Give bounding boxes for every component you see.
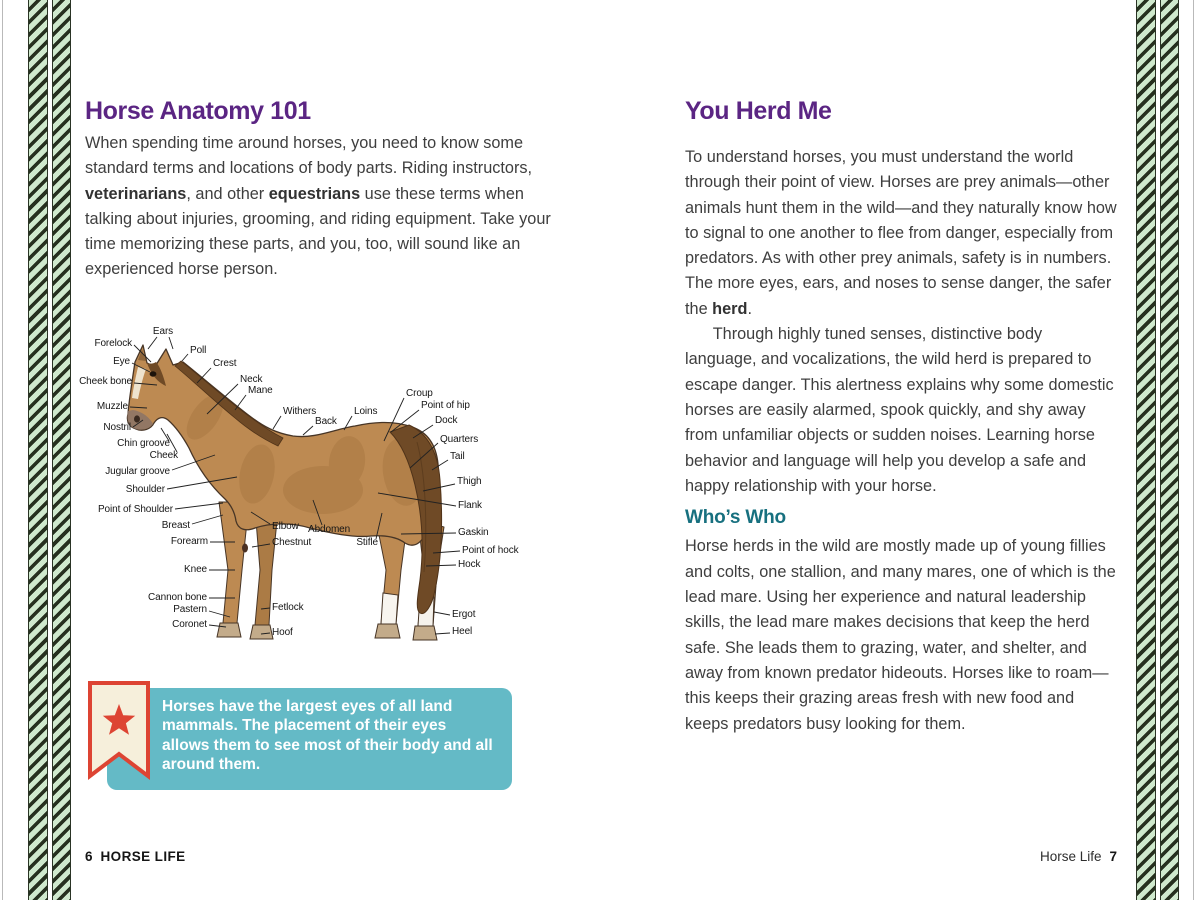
leader-line [435, 633, 450, 634]
diagram-label-knee: Knee [184, 564, 207, 575]
leader-line [434, 612, 450, 615]
diagram-label-cannon-bone: Cannon bone [148, 592, 207, 603]
rope-border-left-outer [28, 0, 48, 900]
diagram-label-eye: Eye [113, 356, 130, 367]
diagram-label-loins: Loins [354, 406, 378, 417]
diagram-label-poll: Poll [190, 345, 207, 356]
diagram-label-back: Back [315, 416, 337, 427]
diagram-label-point-of-shoulder: Point of Shoulder [97, 504, 173, 515]
intro-paragraph: When spending time around horses, you need to know some standard terms and locations of body parts. Riding instructors, veterinarians, and other equestrians use these terms when talking about injuries, grooming, and riding equipment. Take your time memorizing these parts, and you, too, will sound like an experienced horse person. [85, 134, 551, 279]
diagram-label-tail: Tail [450, 451, 465, 462]
leader-line [169, 337, 173, 349]
diagram-label-ears: Ears [152, 326, 174, 337]
diagram-label-jugular-groove: Jugular groove [105, 466, 170, 477]
diagram-label-point-of-hip: Point of hip [421, 400, 470, 411]
diagram-label-cheek: Cheek [149, 450, 178, 461]
diagram-label-forearm: Forearm [170, 536, 208, 547]
horse-near-hind-sock [381, 593, 398, 624]
leader-line [303, 426, 313, 435]
footer-left [85, 849, 186, 864]
diagram-label-mane: Mane [248, 385, 273, 396]
diagram-label-withers: Withers [283, 406, 317, 417]
diagram-label-point-of-hock: Point of hock [462, 545, 519, 556]
diagram-label-hoof: Hoof [272, 627, 293, 638]
horse-near-hind-hoof [375, 624, 400, 638]
horse-anatomy-diagram [79, 322, 525, 667]
horse-chestnut-spot [242, 544, 248, 553]
diagram-label-forelock: Forelock [94, 338, 132, 349]
diagram-label-cheek-bone: Cheek bone [79, 376, 132, 387]
fact-callout-text: Horses have the largest eyes of all land mammals. The placement of their eyes allows them to see most of their body and all around them. [162, 698, 493, 773]
horse-far-hind-hoof [413, 626, 437, 640]
bookmark-star-icon [88, 681, 150, 781]
page-title-left: Horse Anatomy 101 [85, 97, 311, 125]
horse-near-front-hoof [217, 623, 241, 637]
page-edge-left [2, 0, 3, 900]
diagram-label-croup: Croup [406, 388, 433, 399]
diagram-label-stifle: Stifle [356, 537, 378, 548]
rope-border-right-inner [1136, 0, 1156, 900]
diagram-label-nostril: Nostril [103, 422, 131, 433]
leader-line [273, 416, 281, 429]
leader-line [192, 515, 223, 524]
leader-line [235, 395, 246, 410]
diagram-label-muzzle: Muzzle [96, 401, 128, 412]
diagram-label-hock: Hock [458, 559, 481, 570]
diagram-label-chin-groove: Chin groove [117, 438, 170, 449]
page-number-left: 6 [85, 849, 93, 864]
section-title-whos-who: Who’s Who [685, 507, 786, 529]
whos-who-paragraph: Horse herds in the wild are mostly made up of young fillies and colts, one stallion, and many mares, one of which is the lead mare. Using her experience and natural leadership skills, the lead mare makes decisions that keep the herd safe. She leads them to grazing, water, and shelter, and away from known predator hideouts. Horses like to roam—this keeps their grazing areas fresh with new food and keeps predators busy looking for them. [685, 537, 1116, 733]
diagram-label-heel: Heel [452, 626, 473, 637]
page-title-right: You Herd Me [685, 97, 832, 125]
diagram-label-quarters: Quarters [440, 434, 479, 445]
diagram-label-gaskin: Gaskin [458, 527, 489, 538]
rope-border-right-outer [1160, 0, 1179, 900]
leader-line [182, 354, 188, 361]
diagram-label-coronet: Coronet [172, 619, 207, 630]
footer-right [685, 849, 1117, 864]
diagram-label-pastern: Pastern [173, 604, 207, 615]
diagram-label-shoulder: Shoulder [125, 484, 165, 495]
page-number-right: 7 [1109, 849, 1117, 864]
leader-line [148, 337, 157, 349]
leader-line [175, 503, 223, 509]
fact-callout-box [107, 688, 512, 790]
diagram-label-chestnut: Chestnut [272, 537, 312, 548]
right-page [685, 0, 1117, 900]
diagram-label-flank: Flank [458, 500, 482, 511]
herd-paragraph-2: Through highly tuned senses, distinctive body language, and vocalizations, the wild herd is prepared to escape danger. This alertness explains why some domestic horses are easily alarmed, spook quickly, and shy away from unfamiliar objects or sudden noises. Learning horse behavior and language will help you develop a safe and happy relationship with your horse. [685, 325, 1114, 495]
right-page-text-column [685, 145, 1117, 737]
diagram-label-breast: Breast [161, 520, 190, 531]
bookmark-ribbon [90, 683, 148, 776]
diagram-label-ergot: Ergot [452, 609, 476, 620]
horse-nostril [134, 415, 140, 422]
horse-far-front-hoof [250, 625, 273, 639]
diagram-label-abdomen: Abdomen [308, 524, 351, 535]
left-page [79, 0, 563, 900]
diagram-label-neck: Neck [240, 374, 263, 385]
diagram-label-elbow: Elbow [272, 521, 299, 532]
diagram-label-fetlock: Fetlock [272, 602, 304, 613]
page-edge-right [1193, 0, 1194, 900]
diagram-label-thigh: Thigh [457, 476, 482, 487]
rope-border-left-inner [52, 0, 71, 900]
book-title-right: Horse Life [1039, 849, 1102, 864]
book-title-left: HORSE LIFE [100, 849, 186, 864]
diagram-label-crest: Crest [213, 358, 237, 369]
herd-paragraph-1: To understand horses, you must understand the world through their point of view. Horses are prey animals—other animals hunt them in the wild—and they naturally know how to signal to one another to flee from danger, especially from predators. As with other prey animals, safety is in numbers. The more eyes, ears, and noses to sense danger, the safer the herd. [685, 148, 1117, 318]
horse-eye [150, 371, 157, 376]
diagram-label-dock: Dock [435, 415, 458, 426]
